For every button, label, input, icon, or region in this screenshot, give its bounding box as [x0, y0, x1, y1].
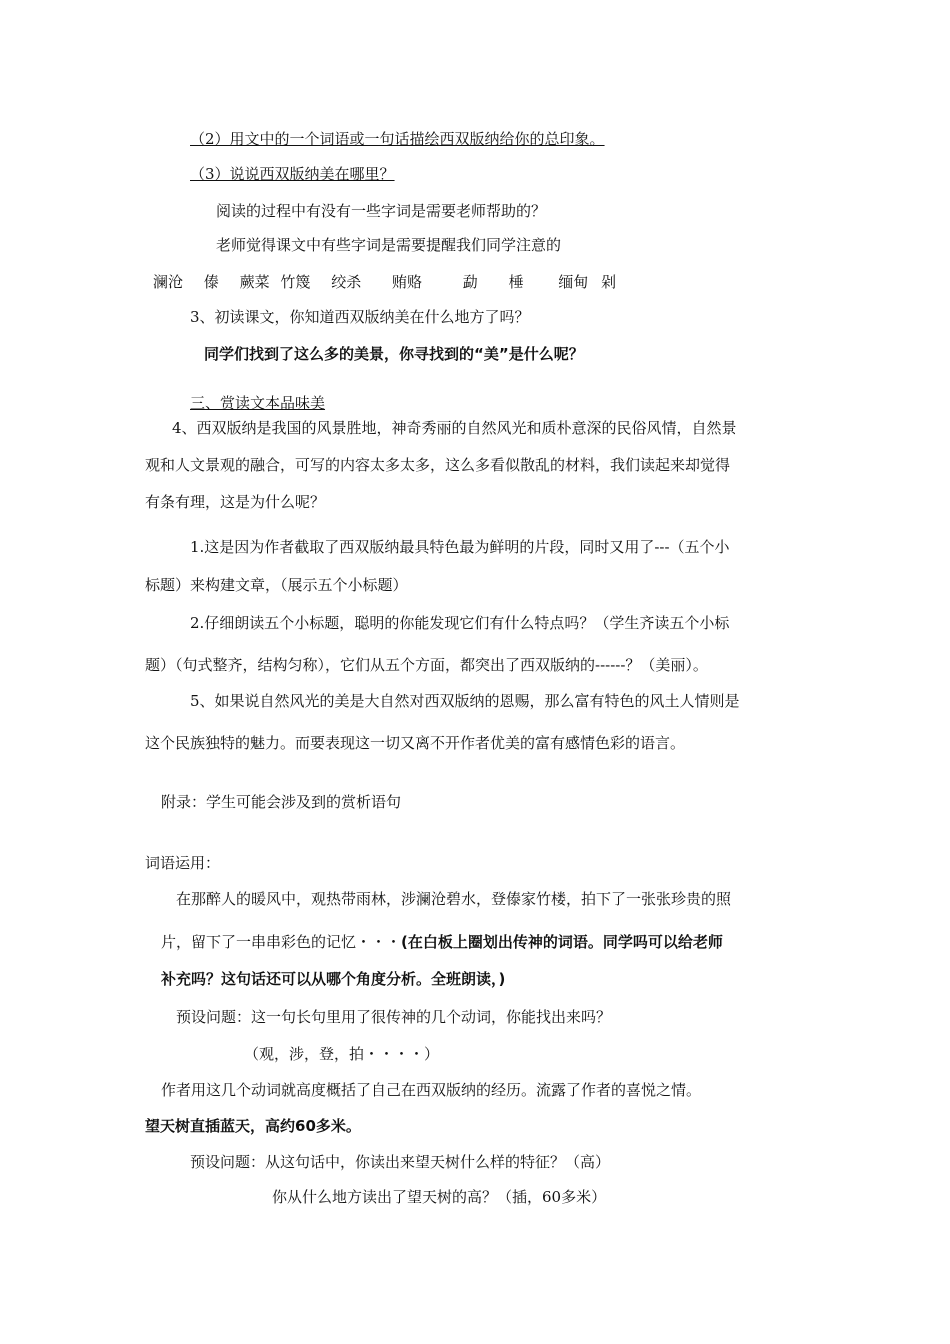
item-4-line: 有条有理，这是为什么呢？ [145, 493, 326, 511]
vocab-word: 竹篾 [280, 273, 311, 291]
word-usage-heading: 词语运用： [145, 854, 221, 872]
vocab-word: 绞杀 [331, 273, 362, 291]
preset-question-2: 预设问题：从这句话中，你读出来望天树什么样的特征？（高） [190, 1153, 611, 1171]
preset-question-3: 你从什么地方读出了望天树的高？（插，60多米） [272, 1188, 607, 1206]
vocab-word: 贿赂 [391, 273, 422, 291]
summary-text: 作者用这几个动词就高度概括了自己在西双版纳的经历。流露了作者的喜悦之情。 [161, 1081, 702, 1099]
vocab-list [153, 272, 616, 292]
teacher-instruction: 补充吗？这句话还可以从哪个角度分析。全班朗读，) [161, 970, 506, 988]
reading-help-text: 阅读的过程中有没有一些字词是需要老师帮助的？ [216, 202, 547, 220]
verb-list: （观，涉，登，拍・・・・） [244, 1045, 440, 1063]
preset-question-1: 预设问题：这一句长句里用了很传神的几个动词，你能找出来吗？ [176, 1008, 612, 1026]
teacher-note-text: 老师觉得课文中有些字词是需要提醒我们同学注意的 [216, 236, 562, 254]
item-5-line: 这个民族独特的魅力。而要表现这一切又离不开作者优美的富有感情色彩的语言。 [145, 734, 686, 752]
question-3: （3）说说西双版纳美在哪里？ [190, 165, 395, 183]
vocab-word: 傣 [203, 273, 219, 291]
tree-sentence: 望天树直插蓝天，高约60多米。 [145, 1117, 361, 1135]
vocab-word: 剁 [601, 273, 617, 291]
teacher-instruction: (在白板上圈划出传神的词语。同学吗可以给老师 [401, 933, 723, 951]
point-1-line: 1.这是因为作者截取了西双版纳最具特色最为鲜明的片段，同时又用了---（五个小 [190, 538, 730, 556]
passage-line [161, 932, 723, 952]
section-3-title: 三、赏读文本品味美 [190, 394, 326, 412]
appendix-heading: 附录：学生可能会涉及到的赏析语句 [161, 793, 402, 811]
passage-text: 片，留下了一串串彩色的记忆・・・ [161, 933, 402, 951]
item-3: 3、初读课文，你知道西双版纳美在什么地方了吗？ [190, 308, 530, 326]
vocab-word: 澜沧 [153, 273, 184, 291]
point-1-line: 标题）来构建文章，（展示五个小标题） [145, 576, 408, 594]
vocab-word: 棰 [508, 273, 524, 291]
question-2: （2）用文中的一个词语或一句话描绘西双版纳给你的总印象。 [190, 130, 605, 148]
vocab-word: 缅甸 [558, 273, 589, 291]
point-2-line: 题）（句式整齐，结构匀称），它们从五个方面，都突出了西双版纳的------？（美丽）。 [145, 656, 708, 674]
vocab-word: 蕨菜 [239, 273, 270, 291]
passage-line: 在那醉人的暖风中，观热带雨林，涉澜沧碧水，登傣家竹楼，拍下了一张张珍贵的照 [176, 890, 732, 908]
point-2-line: 2.仔细朗读五个小标题，聪明的你能发现它们有什么特点吗？（学生齐读五个小标 [190, 614, 730, 632]
item-4-line: 4、西双版纳是我国的风景胜地，神奇秀丽的自然风光和质朴意深的民俗风情，自然景 [172, 419, 737, 437]
vocab-word: 勐 [462, 273, 478, 291]
bold-question: 同学们找到了这么多的美景，你寻找到的“美”是什么呢？ [204, 345, 584, 363]
item-5-line: 5、如果说自然风光的美是大自然对西双版纳的恩赐，那么富有特色的风土人情则是 [190, 692, 740, 710]
item-4-line: 观和人文景观的融合，可写的内容太多太多，这么多看似散乱的材料，我们读起来却觉得 [145, 456, 731, 474]
